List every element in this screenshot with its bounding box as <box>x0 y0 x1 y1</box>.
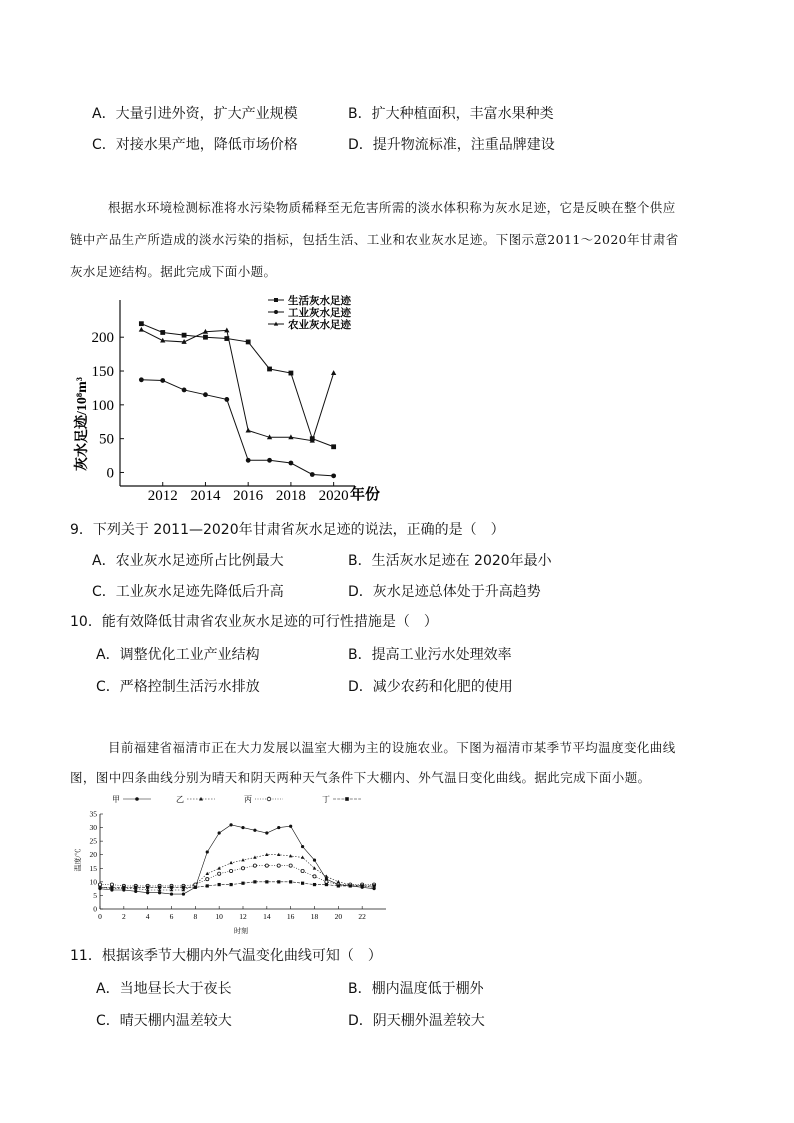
chart2-point <box>325 883 328 886</box>
chart2-point <box>337 884 340 887</box>
chart2-line-3 <box>100 866 374 886</box>
chart2-point <box>313 883 316 886</box>
grey-water-chart <box>70 292 400 504</box>
chart2-point <box>110 886 113 889</box>
chart2-x-tick-label: 0 <box>98 912 102 921</box>
chart2-point <box>277 853 281 856</box>
chart2-point <box>122 886 125 889</box>
chart2-point <box>265 880 268 883</box>
chart1-point <box>246 458 251 463</box>
chart1-point <box>139 377 144 382</box>
chart2-line-2 <box>100 855 374 890</box>
chart2-point <box>253 880 256 883</box>
chart1-x-tick-label: 2020 <box>318 488 349 504</box>
chart2-x-tick-label: 6 <box>169 912 174 921</box>
chart2-point <box>372 884 375 887</box>
chart2-point <box>146 886 149 889</box>
chart2-legend-marker <box>345 797 349 801</box>
chart1-point <box>331 473 336 478</box>
chart2-x-tick-label: 10 <box>215 912 223 921</box>
q11-option-d: D．阴天棚外温差较大 <box>348 1013 485 1029</box>
chart1-point <box>246 428 251 433</box>
chart2-point <box>265 831 268 834</box>
chart2-point <box>206 878 209 881</box>
chart1-legend-marker <box>274 298 278 302</box>
chart2-legend-label: 丁 <box>322 795 330 804</box>
chart1-legend-label: 工业灰水足迹 <box>288 308 351 319</box>
chart2-point <box>229 869 232 872</box>
chart1-y-label: 灰水足迹/10⁸m³ <box>75 377 90 471</box>
chart2-y-tick-label: 0 <box>93 904 97 914</box>
chart2-point <box>349 884 352 887</box>
chart2-point <box>289 825 292 828</box>
chart2-legend-label: 乙 <box>176 795 184 804</box>
chart1-point <box>182 333 187 338</box>
chart1-point <box>267 367 272 372</box>
chart2-point <box>229 823 232 826</box>
chart1-point <box>289 371 294 376</box>
chart2-y-label: 温度/℃ <box>74 848 82 872</box>
chart2-point <box>218 883 221 886</box>
chart2-point <box>158 891 161 894</box>
q10-stem: 10．能有效降低甘肃省农业灰水足迹的可行性措施是（ ） <box>70 614 438 630</box>
chart2-legend-label: 甲 <box>112 795 120 804</box>
chart2-point <box>134 890 137 893</box>
chart2-legend-label: 丙 <box>244 795 252 804</box>
chart2-point <box>241 858 245 861</box>
chart1-legend-label: 农业灰水足迹 <box>288 320 351 331</box>
chart2-line-4 <box>100 882 374 887</box>
chart2-x-tick-label: 12 <box>239 912 247 921</box>
chart1-y-tick-label: 100 <box>91 397 114 414</box>
passage2-line2: 图，图中四条曲线分别为晴天和阴天两种天气条件下大棚内、外气温日变化曲线。据此完成下面小题。 <box>70 770 651 785</box>
chart2-y-tick-label: 20 <box>89 850 97 860</box>
chart2-point <box>229 861 233 864</box>
chart1-line-1 <box>141 324 333 447</box>
chart2-y-tick-label: 10 <box>89 877 97 887</box>
chart1-point <box>160 378 165 383</box>
chart2-legend-marker <box>135 797 139 801</box>
chart2-y-tick-label: 30 <box>89 823 97 833</box>
chart2-point <box>218 831 221 834</box>
passage1-line3: 灰水足迹结构。据此完成下面小题。 <box>70 264 277 279</box>
chart2-point <box>218 872 221 875</box>
q9-option-c: C．工业灰水足迹先降低后升高 <box>92 584 284 600</box>
chart2-point <box>241 882 244 885</box>
chart1-line-2 <box>141 380 333 476</box>
q9-option-d: D．灰水足迹总体处于升高趋势 <box>348 584 541 600</box>
chart2-x-label: 时刻 <box>234 927 248 935</box>
chart2-point <box>301 882 304 885</box>
chart2-point <box>253 829 256 832</box>
chart2-point <box>194 886 197 889</box>
chart2-x-tick-label: 16 <box>286 912 295 921</box>
chart2-point <box>182 892 185 895</box>
chart2-point <box>265 853 269 856</box>
chart1-point <box>224 397 229 402</box>
chart1-series <box>139 321 337 478</box>
chart2-point <box>206 850 209 853</box>
chart2-point <box>170 886 173 889</box>
q11-option-a: A．当地昼长大于夜长 <box>96 981 232 997</box>
chart2-point <box>301 845 304 848</box>
chart2-x-tick-label: 14 <box>263 912 271 921</box>
passage2-line1: 目前福建省福清市正在大力发展以温室大棚为主的设施农业。下图为福清市某季节平均温度变化曲线 <box>108 740 676 755</box>
chart1-x-tick-label: 2018 <box>275 488 306 504</box>
chart2-y-tick-label: 25 <box>89 836 97 846</box>
chart2-point <box>277 864 280 867</box>
chart1-legend <box>268 294 351 331</box>
q11-option-c: C．晴天棚内温差较大 <box>96 1013 232 1029</box>
q9-option-a: A．农业灰水足迹所占比例最大 <box>92 553 284 569</box>
chart2-point <box>182 886 185 889</box>
chart1-y-tick-label: 50 <box>99 431 114 448</box>
passage1-line2: 链中产品生产所造成的淡水污染的指标，包括生活、工业和农业灰水足迹。下图示意2011～2020年甘肃省 <box>70 232 679 247</box>
chart1-y-tick-label: 150 <box>91 364 114 381</box>
chart2-point <box>98 886 101 889</box>
chart1-line-3 <box>141 330 333 441</box>
q8-option-d: D．提升物流标准，注重品牌建设 <box>348 137 555 153</box>
chart1-point <box>246 340 251 345</box>
chart1-x-label: 年份 <box>350 487 381 503</box>
q10-option-d: D．减少农药和化肥的使用 <box>348 679 513 695</box>
chart2-legend-marker <box>267 797 271 801</box>
chart2-point <box>325 875 329 878</box>
chart2-point <box>313 875 316 878</box>
chart1-legend-marker <box>274 310 278 314</box>
chart1-point <box>139 327 144 332</box>
chart2-x-tick-label: 18 <box>310 912 319 921</box>
chart1-x-tick-label: 2016 <box>233 488 264 504</box>
chart2-point <box>265 864 268 867</box>
chart1-y-tick-label: 200 <box>91 330 114 347</box>
chart2-point <box>146 891 149 894</box>
chart1-point <box>139 321 144 326</box>
q9-stem: 9．下列关于 2011—2020年甘肃省灰水足迹的说法，正确的是（ ） <box>70 522 505 538</box>
chart2-legend <box>112 795 361 804</box>
chart2-y-tick-label: 5 <box>93 890 97 900</box>
q9-option-b: B．生活灰水足迹在 2020年最小 <box>348 553 552 569</box>
chart1-point <box>203 335 208 340</box>
q8-option-a: A．大量引进外资，扩大产业规模 <box>92 106 298 122</box>
chart2-x-tick-label: 4 <box>145 912 150 921</box>
chart2-point <box>229 883 232 886</box>
chart2-point <box>253 856 257 859</box>
chart2-point <box>289 880 292 883</box>
chart1-point <box>182 388 187 393</box>
chart2-point <box>313 859 316 862</box>
chart2-x-tick-label: 22 <box>358 912 366 921</box>
chart2-point <box>301 869 304 872</box>
chart2-x-tick-label: 20 <box>334 912 343 921</box>
q10-option-b: B．提高工业污水处理效率 <box>348 647 512 663</box>
chart2-point <box>361 884 364 887</box>
chart1-point <box>203 392 208 397</box>
passage1-line1: 根据水环境检测标准将水污染物质稀释至无危害所需的淡水体积称为灰水足迹，它是反映在整个供应 <box>108 200 676 215</box>
chart2-point <box>170 892 173 895</box>
chart1-point <box>267 458 272 463</box>
q10-option-c: C．严格控制生活污水排放 <box>96 679 260 695</box>
chart1-point <box>289 461 294 466</box>
chart2-x-tick-label: 2 <box>121 912 126 921</box>
chart2-point <box>206 884 209 887</box>
chart1-point <box>331 370 336 375</box>
chart2-point <box>134 886 137 889</box>
q11-option-b: B．棚内温度低于棚外 <box>348 981 484 997</box>
q11-stem: 11．根据该季节大棚内外气温变化曲线可知（ ） <box>70 948 382 964</box>
q10-option-a: A．调整优化工业产业结构 <box>96 647 260 663</box>
chart1-point <box>160 330 165 335</box>
chart2-point <box>158 886 161 889</box>
chart1-y-tick-label: 0 <box>106 465 114 482</box>
chart1-point <box>331 444 336 449</box>
chart2-point <box>253 864 256 867</box>
chart1-point <box>224 328 229 333</box>
chart2-y-tick-label: 15 <box>89 863 97 873</box>
chart1-x-tick-label: 2012 <box>147 488 178 504</box>
chart1-legend-label: 生活灰水足迹 <box>288 296 351 307</box>
q8-option-c: C．对接水果产地，降低市场价格 <box>92 137 298 153</box>
chart2-point <box>277 826 280 829</box>
chart2-legend-marker <box>199 797 203 801</box>
chart2-point <box>241 867 244 870</box>
chart2-point <box>277 880 280 883</box>
chart2-point <box>289 864 292 867</box>
chart1-point <box>310 472 315 477</box>
chart2-x-tick-label: 8 <box>193 912 198 921</box>
chart2-y-tick-label: 35 <box>89 809 97 819</box>
q8-option-b: B．扩大种植面积，丰富水果种类 <box>348 106 554 122</box>
chart2-series <box>98 823 376 895</box>
chart1-x-tick-label: 2014 <box>190 488 221 504</box>
greenhouse-temperature-chart <box>68 790 388 936</box>
chart2-point <box>241 826 244 829</box>
